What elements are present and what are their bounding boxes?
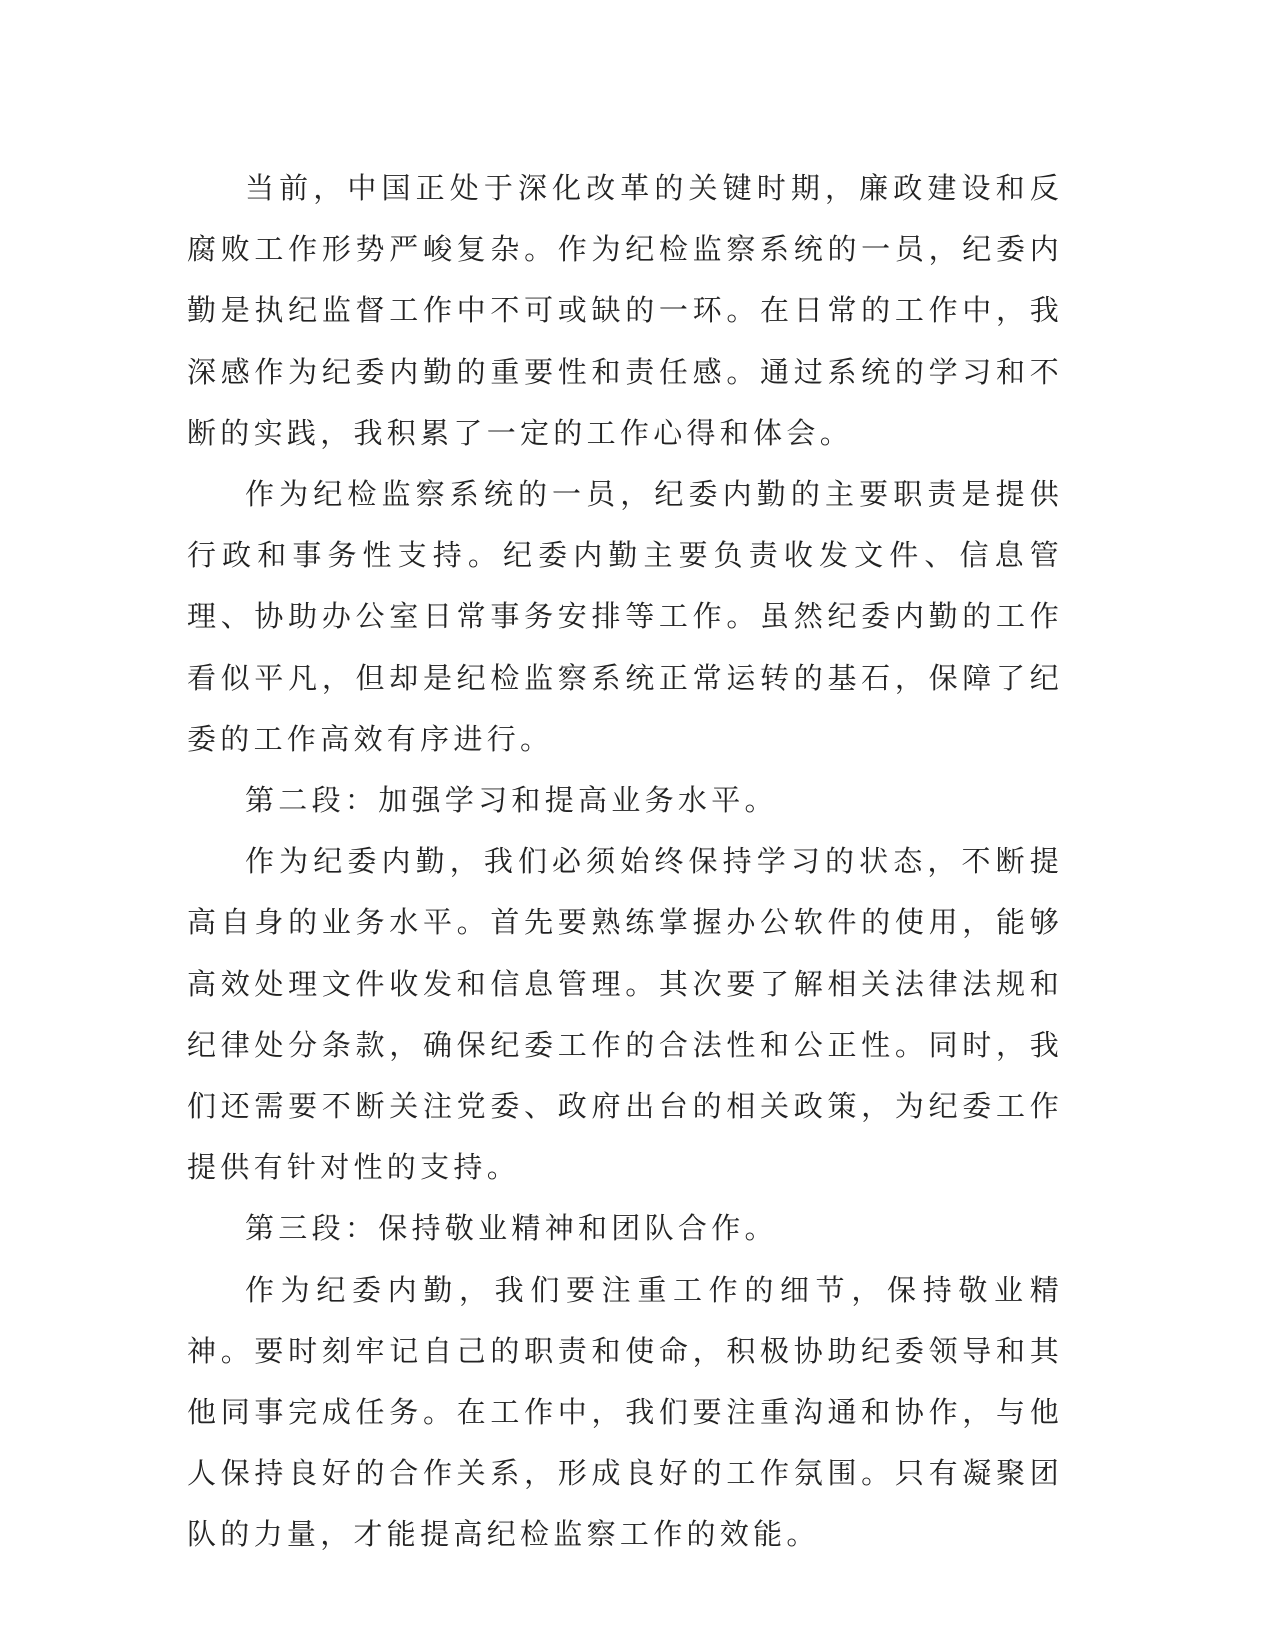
paragraph-teamwork: 作为纪委内勤，我们要注重工作的细节，保持敬业精神。要时刻牢记自己的职责和使命，积极协助纪委领导和其他同事完成任务。在工作中，我们要注重沟通和协作，与他人保持良好的合作关系，形成良好的工作氛围。只有凝聚团队的力量，才能提高纪检监察工作的效能。 xyxy=(187,1272,1063,1552)
paragraph-intro: 当前，中国正处于深化改革的关键时期，廉政建设和反腐败工作形势严峻复杂。作为纪检监察系统的一员，纪委内勤是执纪监督工作中不可或缺的一环。在日常的工作中，我深感作为纪委内勤的重要性和责任感。通过系统的学习和不断的实践，我积累了一定的工作心得和体会。 xyxy=(187,171,1063,450)
document-body xyxy=(187,158,1063,1566)
section-heading-3: 第三段：保持敬业精神和团队合作。 xyxy=(245,1211,778,1246)
paragraph-duties: 作为纪检监察系统的一员，纪委内勤的主要职责是提供行政和事务性支持。纪委内勤主要负责收发文件、信息管理、协助办公室日常事务安排等工作。虽然纪委内勤的工作看似平凡，但却是纪检监察系统正常运转的基石，保障了纪委的工作高效有序进行。 xyxy=(187,477,1063,756)
paragraph-learning: 作为纪委内勤，我们必须始终保持学习的状态，不断提高自身的业务水平。首先要熟练掌握办公软件的使用，能够高效处理文件收发和信息管理。其次要了解相关法律法规和纪律处分条款，确保纪委工作的合法性和公正性。同时，我们还需要不断关注党委、政府出台的相关政策，为纪委工作提供有针对性的支持。 xyxy=(187,844,1063,1185)
section-heading-2: 第二段：加强学习和提高业务水平。 xyxy=(245,783,778,818)
